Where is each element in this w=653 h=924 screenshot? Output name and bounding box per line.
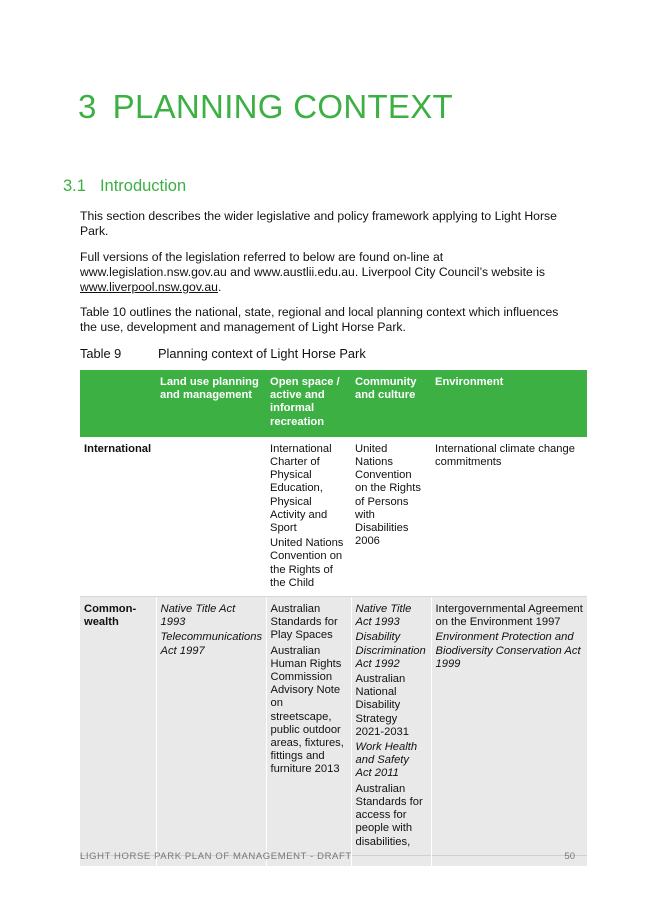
chapter-title: PLANNING CONTEXT (112, 88, 453, 125)
cw-community-item: Australian Standards for access for people with disabilities, (355, 782, 423, 848)
cell-cw-open-space (266, 597, 351, 856)
row-label-commonwealth: Common-wealth (80, 597, 156, 856)
cw-environment-item: Environment Protection and Biodiversity Conservation Act 1999 (435, 631, 581, 670)
cw-land-use-item: Native Title Act 1993 (160, 603, 236, 629)
header-environment: Environment (431, 370, 587, 437)
cell-intl-environment (431, 437, 587, 597)
table-row-international (80, 437, 587, 597)
intl-open-space-item: United Nations Convention on the Rights of the Child (270, 537, 344, 589)
table-caption-number: Table 9 (80, 346, 122, 361)
chapter-heading (78, 88, 453, 126)
table-row-commonwealth (80, 597, 587, 856)
table-header-row (80, 370, 587, 437)
table-caption-title: Planning context of Light Horse Park (158, 346, 366, 361)
cw-environment-item: Intergovernmental Agreement on the Environment 1997 (435, 603, 583, 629)
planning-context-table (80, 370, 587, 866)
header-land-use: Land use planning and management (156, 370, 266, 437)
legislation-paragraph (80, 250, 575, 295)
section-number: 3.1 (63, 177, 86, 195)
cw-open-space-item: Australian Human Rights Commission Advisory Note on streetscape, public outdoor areas, fixtures, fittings and furniture 2013 (270, 644, 344, 776)
cw-open-space-item: Australian Standards for Play Spaces (270, 603, 338, 642)
intro-paragraph: This section describes the wider legislative and policy framework applying to Light Horse Park. (80, 209, 557, 238)
cell-cw-land-use (156, 597, 266, 856)
section-title: Introduction (99, 177, 187, 195)
table-caption (80, 346, 366, 361)
cw-community-item: Work Health and Safety Act 2011 (355, 741, 418, 780)
footer-title: LIGHT HORSE PARK PLAN OF MANAGEMENT - DRAFT (80, 851, 352, 862)
header-open-space: Open space / active and informal recreation (266, 370, 351, 437)
header-community: Community and culture (351, 370, 431, 437)
section-heading (63, 177, 186, 196)
cell-cw-environment (431, 597, 587, 856)
header-level (80, 370, 156, 437)
cw-community-item: Disability Discrimination Act 1992 (355, 631, 426, 670)
page-number: 50 (564, 851, 575, 862)
intl-environment-item: International climate change commitments (435, 442, 575, 469)
page-footer (80, 851, 575, 862)
cell-cw-community (351, 597, 431, 856)
cw-community-item: Native Title Act 1993 (355, 603, 412, 629)
table-reference-paragraph: Table 10 outlines the national, state, regional and local planning context which influences the use, development and management of Light Horse Park. (80, 305, 559, 334)
intl-open-space-item: International Charter of Physical Education, Physical Activity and Sport (270, 442, 332, 535)
cw-land-use-item: Telecommunications Act 1997 (160, 631, 263, 657)
chapter-number: 3 (78, 88, 97, 125)
cell-intl-open-space (266, 437, 351, 597)
legislation-text-end: . (217, 280, 222, 294)
cell-intl-community (351, 437, 431, 597)
council-website-link[interactable]: www.liverpool.nsw.gov.au (80, 280, 218, 294)
cw-community-item: Australian National Disability Strategy 2021-2031 (355, 673, 410, 738)
intl-community-item: United Nations Convention on the Rights of Persons with Disabilities 2006 (355, 442, 421, 548)
row-label-international: International (80, 437, 156, 597)
legislation-text: Full versions of the legislation referred to below are found on-line at www.legislation.nsw.gov.au and www.austlii.edu.au. Liverpool City Council’s website is (80, 250, 545, 279)
cell-intl-land-use (156, 437, 266, 597)
